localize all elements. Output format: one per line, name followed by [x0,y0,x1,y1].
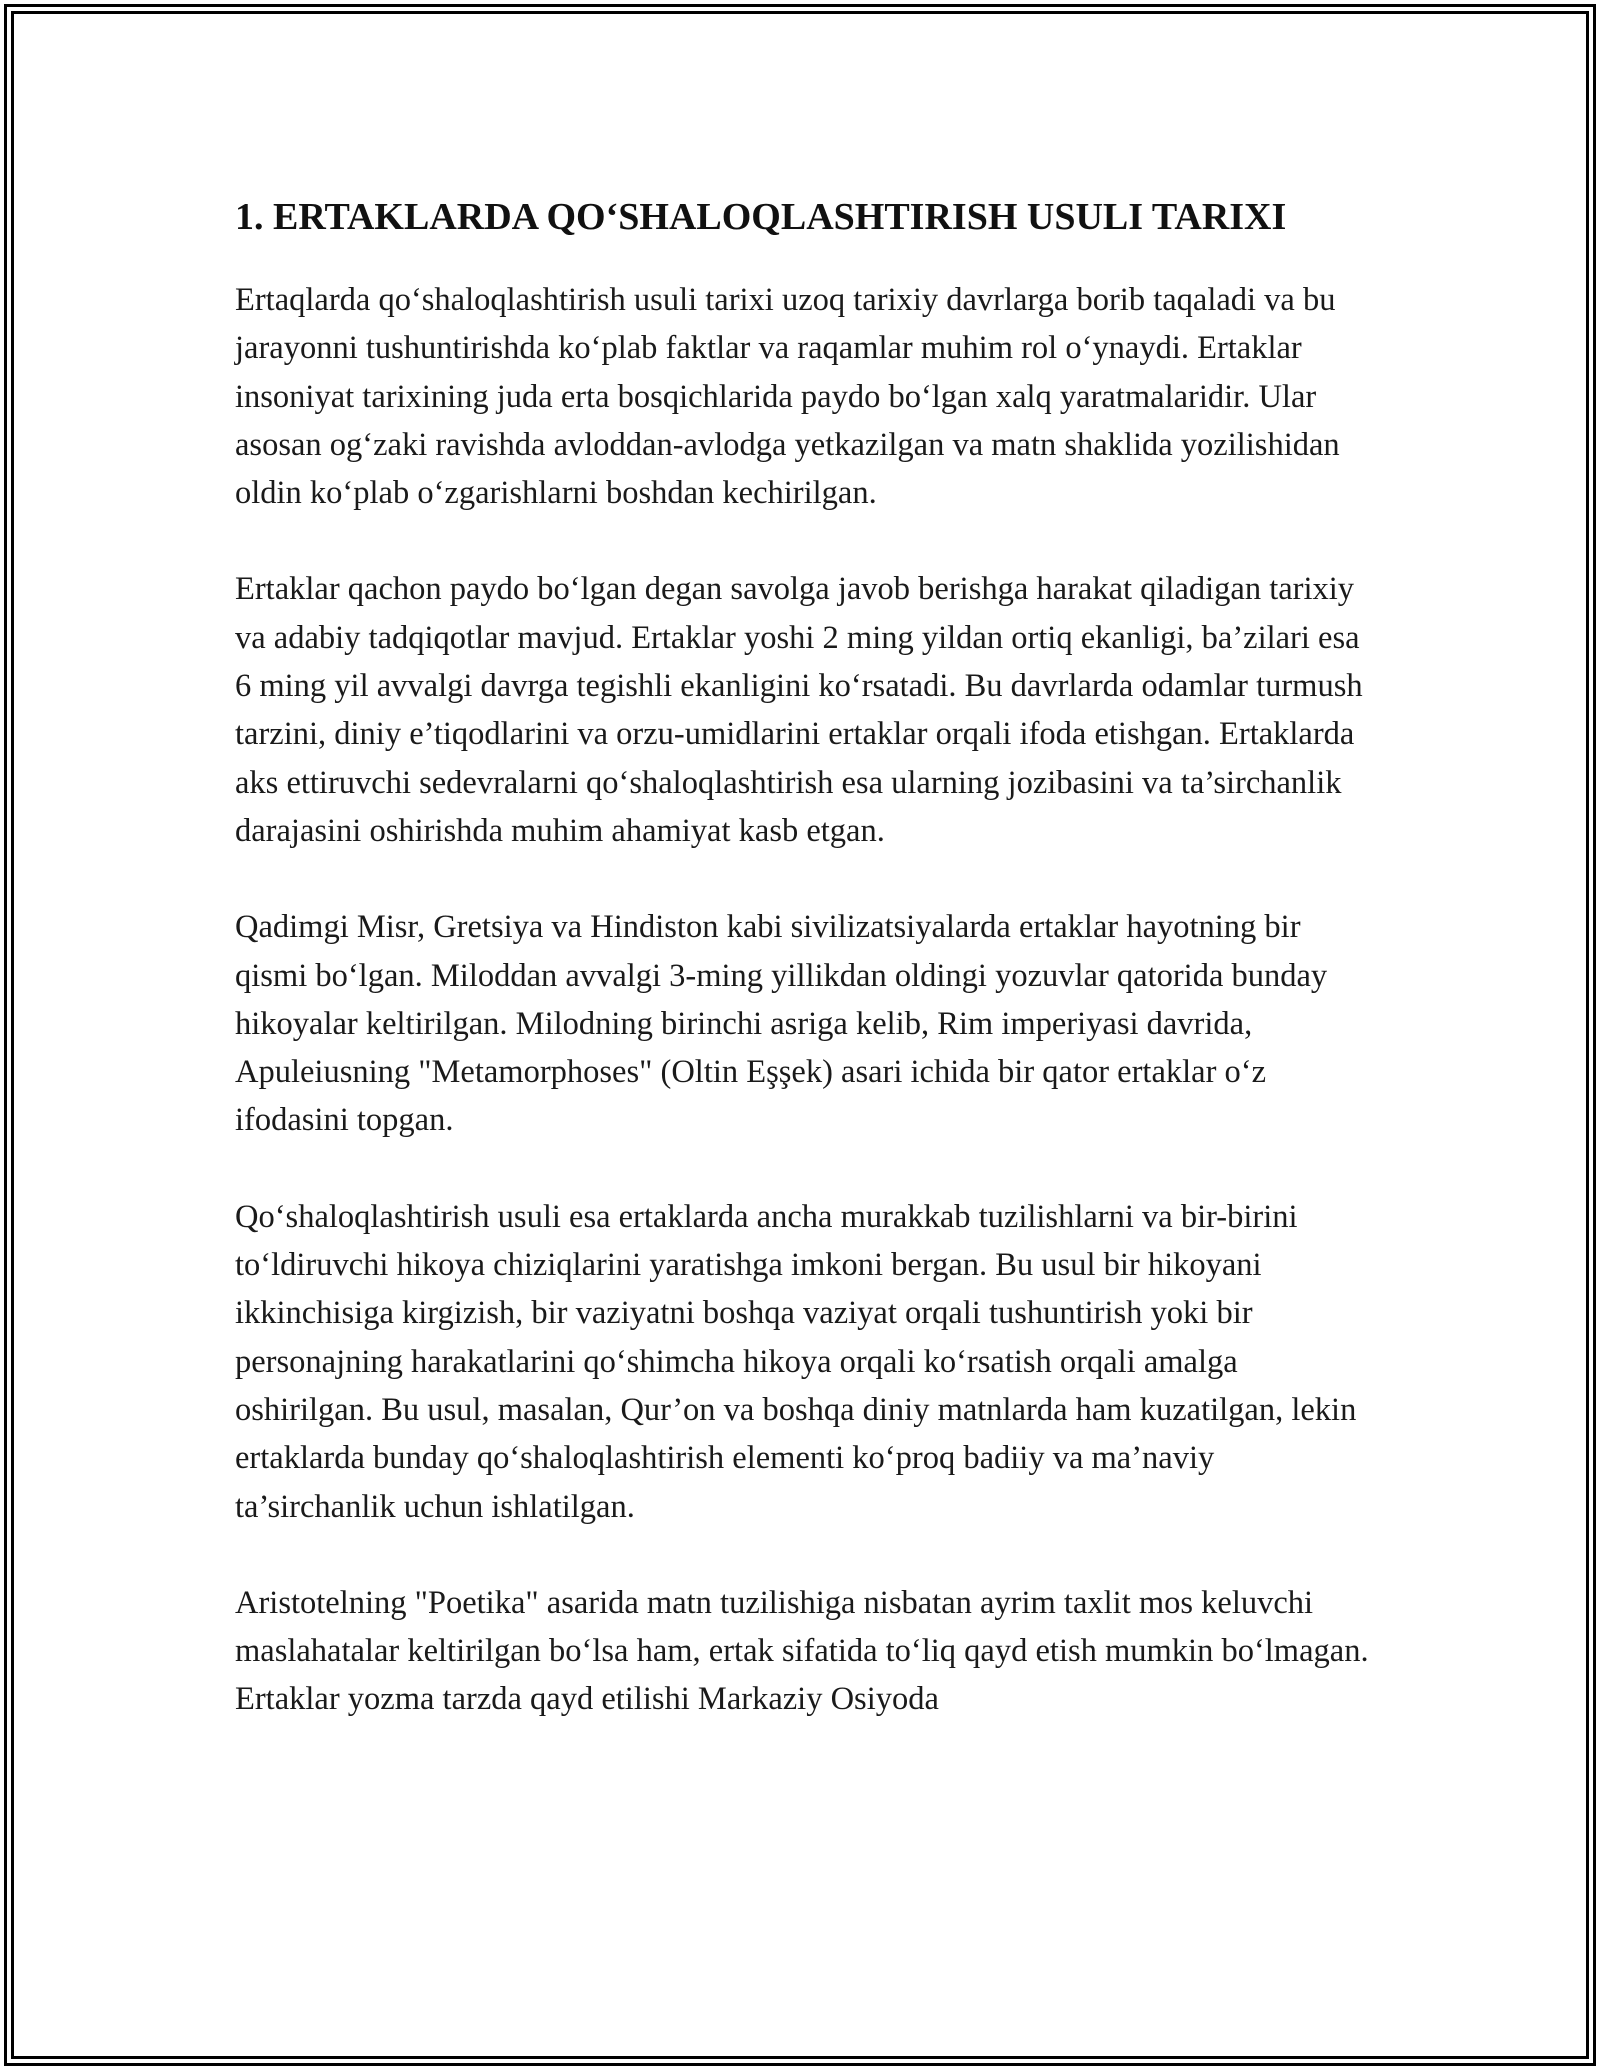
paragraph-2: Ertaklar qachon paydo bo‘lgan degan savolga javob berishga harakat qiladigan tarixiy va adabiy tadqiqotlar mavjud. Ertaklar yoshi 2 ming yildan ortiq ekanligi, ba’zilari esa 6 ming yil avvalgi davrga tegishli ekanligini ko‘rsatadi. Bu davrlarda odamlar turmush tarzini, diniy e’tiqodlarini va orzu-umidlarini ertaklar orqali ifoda etishgan. Ertaklarda aks ettiruvchi sedevralarni qo‘shaloqlashtirish esa ularning jozibasini va ta’sirchanlik darajasini oshirishda muhim ahamiyat kasb etgan. [235,571,1363,849]
document-body [235,190,1380,1772]
section-heading: 1. ERTAKLARDA QO‘SHALOQLASHTIRISH USULI TARIXI [235,196,1287,238]
paragraph-5: Aristotelning "Poetika" asarida matn tuzilishiga nisbatan ayrim taxlit mos keluvchi maslahatalar keltirilgan bo‘lsa ham, ertak sifatida to‘liq qayd etish mumkin bo‘lmagan. Ertaklar yozma tarzda qayd etilishi Markaziy Osiyoda [235,1584,1369,1718]
paragraph-4: Qo‘shaloqlashtirish usuli esa ertaklarda ancha murakkab tuzilishlarni va bir-birini to‘ldiruvchi hikoya chiziqlarini yaratishga imkoni bergan. Bu usul bir hikoyani ikkinchisiga kirgizish, bir vaziyatni boshqa vaziyat orqali tushuntirish yoki bir personajning harakatlarini qo‘shimcha hikoya orqali ko‘rsatish orqali amalga oshirilgan. Bu usul, masalan, Qur’on va boshqa diniy matnlarda ham kuzatilgan, lekin ertaklarda bunday qo‘shaloqlashtirish elementi ko‘proq badiiy va ma’naviy ta’sirchanlik uchun ishlatilgan. [235,1198,1357,1525]
paragraph-3: Qadimgi Misr, Gretsiya va Hindiston kabi sivilizatsiyalarda ertaklar hayotning bir qismi bo‘lgan. Miloddan avvalgi 3-ming yillikdan oldingi yozuvlar qatorida bunday hikoyalar keltirilgan. Milodning birinchi asriga kelib, Rim imperiyasi davrida, Apuleiusning "Metamorphoses" (Oltin Eşşek) asari ichida bir qator ertaklar o‘z ifodasini topgan. [235,909,1328,1139]
paragraph-1: Ertaqlarda qo‘shaloqlashtirish usuli tarixi uzoq tarixiy davrlarga borib taqaladi va bu jarayonni tushuntirishda ko‘plab faktlar va raqamlar muhim rol o‘ynaydi. Ertaklar insoniyat tarixining juda erta bosqichlarida paydo bo‘lgan xalq yaratmalaridir. Ular asosan og‘zaki ravishda avloddan-avlodga yetkazilgan va matn shaklida yozilishidan oldin ko‘plab o‘zgarishlarni boshdan kechirilgan. [235,282,1340,512]
